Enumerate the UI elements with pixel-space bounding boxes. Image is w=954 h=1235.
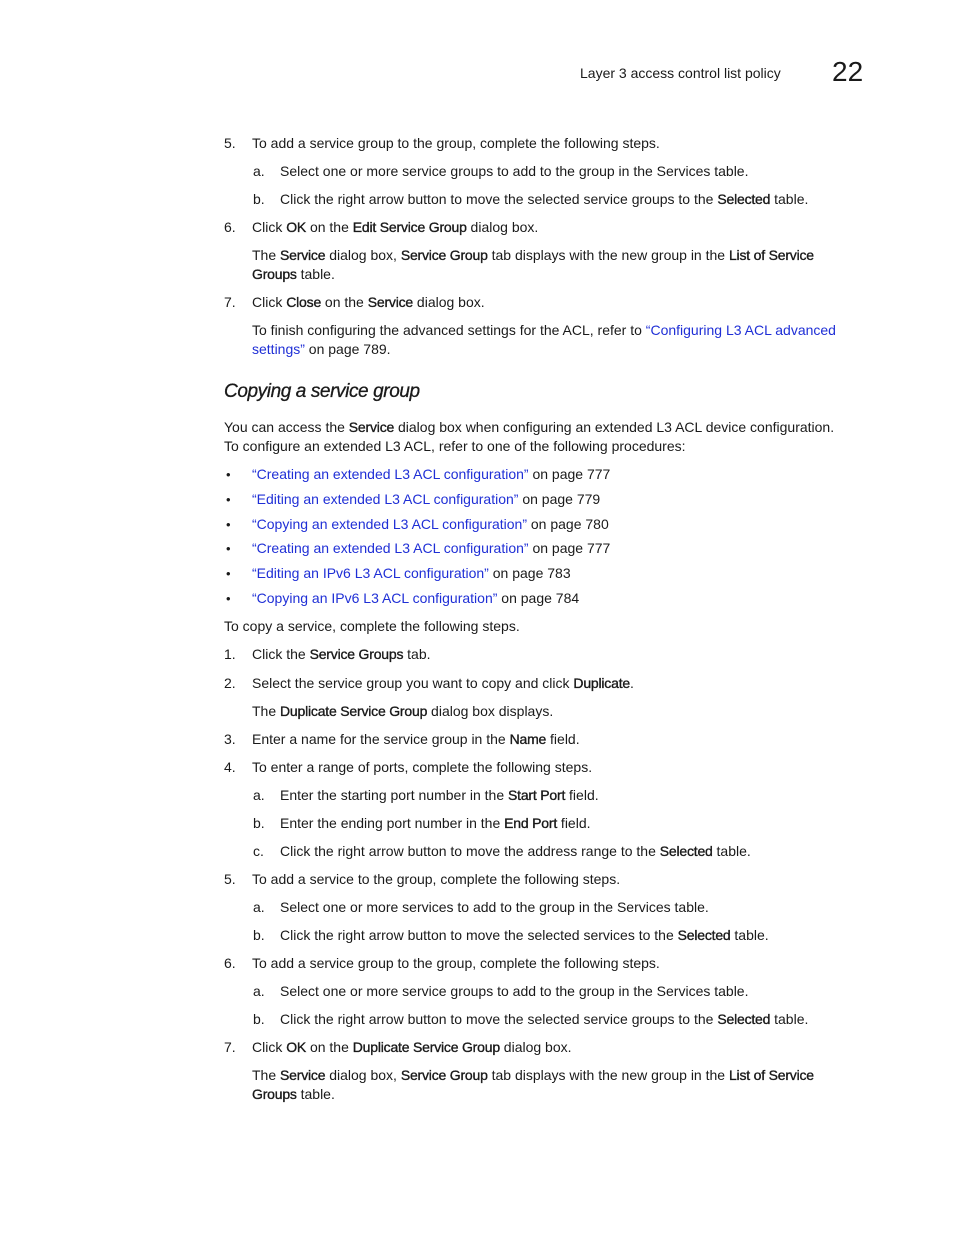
step-number: 7. xyxy=(224,1039,236,1055)
ui-term: Name xyxy=(509,731,547,747)
ui-term: Selected xyxy=(717,1011,771,1027)
step-text: Enter a name for the service group in the Name field. xyxy=(252,731,580,747)
cross-reference-link[interactable]: settings” xyxy=(252,341,305,357)
section-heading: Copying a service group xyxy=(224,381,420,402)
cross-reference-link[interactable]: “Editing an extended L3 ACL configuration” xyxy=(252,491,519,507)
step-number: 5. xyxy=(224,135,236,151)
substep-text: Enter the ending port number in the End Port field. xyxy=(280,815,591,831)
ui-term: Duplicate xyxy=(573,675,630,691)
step-text: To add a service group to the group, complete the following steps. xyxy=(252,955,660,971)
ui-term: Close xyxy=(286,294,322,310)
step-number: 1. xyxy=(224,646,236,662)
substep-text: Click the right arrow button to move the address range to the Selected table. xyxy=(280,843,751,859)
ui-term: Edit Service Group xyxy=(352,219,467,235)
ui-term: Start Port xyxy=(508,787,566,803)
substep-letter: b. xyxy=(253,927,265,943)
substep-letter: c. xyxy=(253,843,264,859)
cross-reference-link[interactable]: “Copying an IPv6 L3 ACL configuration” xyxy=(252,590,498,606)
step-number: 6. xyxy=(224,955,236,971)
ui-term: Service xyxy=(348,419,395,435)
step-text: To add a service group to the group, complete the following steps. xyxy=(252,135,660,151)
step-text: Click OK on the Duplicate Service Group dialog box. xyxy=(252,1039,572,1055)
ui-term: Selected xyxy=(717,191,771,207)
step-text: Select the service group you want to copy and click Duplicate. xyxy=(252,675,634,691)
ui-term: Service Groups xyxy=(309,646,404,662)
chapter-number: 22 xyxy=(832,56,864,87)
ui-term: OK xyxy=(286,219,307,235)
substep-text: Enter the starting port number in the Start Port field. xyxy=(280,787,599,803)
substep-text: Click the right arrow button to move the selected services to the Selected table. xyxy=(280,927,769,943)
bullet-icon: • xyxy=(226,566,231,581)
substep-letter: a. xyxy=(253,899,265,915)
substep-text: Select one or more services to add to the group in the Services table. xyxy=(280,899,709,915)
step-text: To enter a range of ports, complete the following steps. xyxy=(252,759,593,775)
ui-term: Selected xyxy=(659,843,713,859)
step-text: To add a service to the group, complete the following steps. xyxy=(252,871,621,887)
substep-letter: b. xyxy=(253,815,265,831)
step-number: 3. xyxy=(224,731,236,747)
bullet-icon: • xyxy=(226,591,231,606)
ui-term: OK xyxy=(286,1039,307,1055)
step-number: 5. xyxy=(224,871,236,887)
substep-letter: a. xyxy=(253,163,265,179)
substep-text: Select one or more service groups to add to the group in the Services table. xyxy=(280,983,749,999)
ui-term: Service xyxy=(280,1067,326,1083)
ui-term: List of Service xyxy=(728,247,814,263)
cross-reference-link[interactable]: “Creating an extended L3 ACL configuration” xyxy=(252,466,529,482)
step-number: 6. xyxy=(224,219,236,235)
bullet-icon: • xyxy=(226,467,231,482)
substep-letter: b. xyxy=(253,191,265,207)
step-text: Click the Service Groups tab. xyxy=(252,646,431,662)
ui-term: Groups xyxy=(252,266,297,282)
ui-term: Service xyxy=(280,247,326,263)
substep-letter: a. xyxy=(253,983,265,999)
cross-reference-link[interactable]: “Editing an IPv6 L3 ACL configuration” xyxy=(252,565,489,581)
ui-term: Duplicate Service Group xyxy=(352,1039,500,1055)
ui-term: Service xyxy=(367,294,414,310)
ui-term: Service Group xyxy=(400,1067,488,1083)
substep-text: Select one or more service groups to add to the group in the Services table. xyxy=(280,163,749,179)
bullet-icon: • xyxy=(226,492,231,507)
cross-reference-link[interactable]: “Creating an extended L3 ACL configuration” xyxy=(252,540,529,556)
ui-term: List of Service xyxy=(728,1067,814,1083)
step-number: 4. xyxy=(224,759,236,775)
cross-reference-link[interactable]: “Configuring L3 ACL advanced xyxy=(645,322,836,338)
step-text: Click OK on the Edit Service Group dialog box. xyxy=(252,219,539,235)
ui-term: Groups xyxy=(252,1086,297,1102)
page-header xyxy=(0,56,954,90)
step-text: Click Close on the Service dialog box. xyxy=(252,294,485,310)
substep-text: Click the right arrow button to move the selected service groups to the Selected table. xyxy=(280,1011,809,1027)
step-number: 7. xyxy=(224,294,236,310)
ui-term: Duplicate Service Group xyxy=(280,703,428,719)
substep-text: Click the right arrow button to move the selected service groups to the Selected table. xyxy=(280,191,809,207)
substep-letter: a. xyxy=(253,787,265,803)
running-header-title: Layer 3 access control list policy xyxy=(580,65,781,81)
cross-reference-link[interactable]: “Copying an extended L3 ACL configuration” xyxy=(252,516,527,532)
ui-term: Service Group xyxy=(400,247,488,263)
substep-letter: b. xyxy=(253,1011,265,1027)
bullet-icon: • xyxy=(226,541,231,556)
step-number: 2. xyxy=(224,675,236,691)
ui-term: Selected xyxy=(677,927,731,943)
bullet-icon: • xyxy=(226,517,231,532)
ui-term: End Port xyxy=(504,815,558,831)
